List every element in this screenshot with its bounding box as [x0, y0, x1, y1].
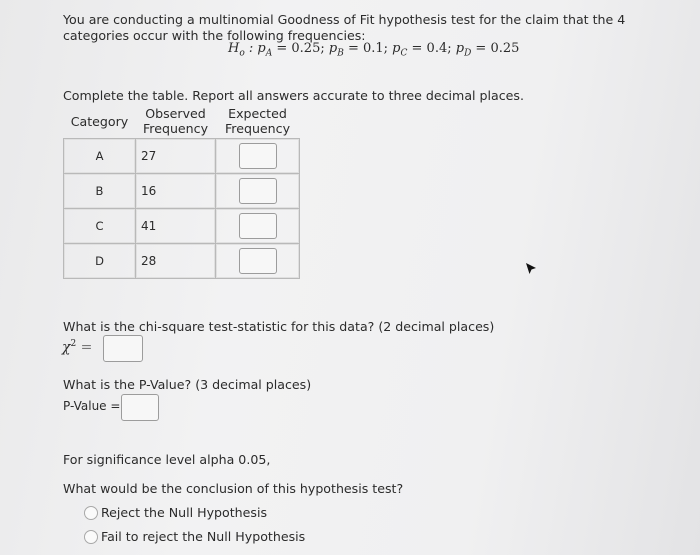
chi-square-input[interactable] — [103, 335, 143, 362]
table-row — [64, 174, 300, 209]
p-value-question: What is the P-Value? (3 decimal places) — [63, 377, 312, 392]
significance-level-text: For significance level alpha 0.05, — [63, 452, 271, 467]
conclusion-question: What would be the conclusion of this hypothesis test? — [63, 481, 404, 496]
p-value-label: P-Value = — [63, 399, 121, 413]
header-observed: Observed Frequency — [142, 106, 209, 136]
frequency-table — [63, 104, 300, 279]
expected-input-d[interactable] — [239, 248, 277, 274]
category-cell: A — [64, 139, 136, 174]
category-cell: C — [64, 209, 136, 244]
table-row — [64, 139, 300, 174]
option-label: Reject the Null Hypothesis — [101, 505, 268, 520]
chi-square-label: $\chi^2$ = — [62, 339, 93, 356]
chi-square-question: What is the chi-square test-statistic for this data? (2 decimal places) — [63, 319, 495, 334]
table-row — [64, 209, 300, 244]
observed-cell: 41 — [136, 209, 216, 244]
radio-circle-icon[interactable] — [84, 530, 98, 544]
p-value-input[interactable] — [121, 394, 159, 421]
table-row — [64, 244, 300, 279]
option-label: Fail to reject the Null Hypothesis — [101, 529, 306, 544]
header-category: Category — [70, 113, 129, 129]
category-cell: B — [64, 174, 136, 209]
observed-cell: 27 — [136, 139, 216, 174]
mouse-pointer-icon — [524, 262, 538, 276]
table-instruction: Complete the table. Report all answers accurate to three decimal places. — [63, 88, 524, 103]
expected-input-c[interactable] — [239, 213, 277, 239]
expected-input-b[interactable] — [239, 178, 277, 204]
header-expected: Expected Frequency — [224, 106, 291, 136]
fail-to-reject-option[interactable] — [84, 529, 305, 544]
expected-input-a[interactable] — [239, 143, 277, 169]
null-hypothesis: $H_o$ : $p_A = 0.25$; $p_B = 0.1$; $p_C = 0.4$; $p_D = 0.25$ — [228, 41, 520, 59]
question-intro: You are conducting a multinomial Goodness of Fit hypothesis test for the claim that the 4 categories occur with the following frequencies: — [63, 12, 626, 43]
category-cell: D — [64, 244, 136, 279]
observed-cell: 16 — [136, 174, 216, 209]
radio-circle-icon[interactable] — [84, 506, 98, 520]
observed-cell: 28 — [136, 244, 216, 279]
reject-null-option[interactable] — [84, 505, 267, 520]
